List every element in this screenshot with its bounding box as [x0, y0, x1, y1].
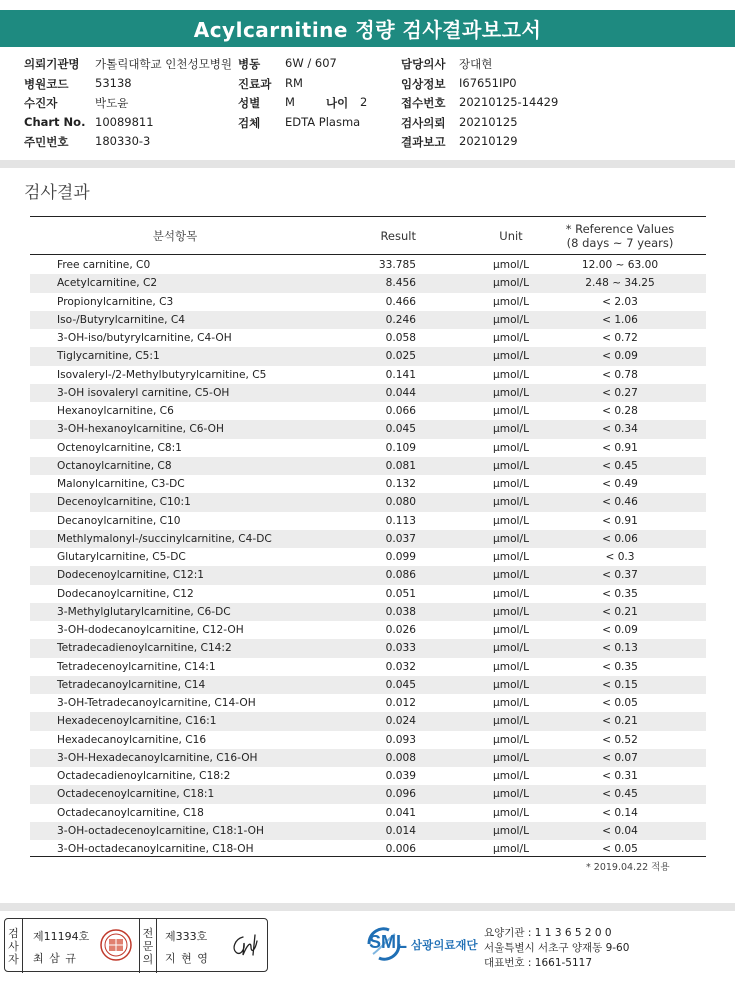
- analyte-name: Methlymalonyl-/succinylcarnitine, C4-DC: [57, 532, 272, 545]
- result-value: 0.096: [385, 788, 416, 801]
- unit-value: μmol/L: [493, 806, 529, 819]
- unit-value: μmol/L: [493, 496, 529, 509]
- result-value: 0.033: [385, 642, 416, 655]
- reference-value: < 0.04: [602, 824, 638, 837]
- reference-value: 2.48 ~ 34.25: [585, 277, 655, 290]
- analyte-name: Hexadecanoylcarnitine, C16: [57, 733, 207, 746]
- reference-value: < 0.91: [602, 514, 638, 527]
- header-unit: Unit: [499, 229, 523, 243]
- header-reference-line2: (8 days ~ 7 years): [566, 236, 674, 250]
- analyte-name: Decanoylcarnitine, C10: [57, 514, 181, 527]
- unit-value: μmol/L: [493, 478, 529, 490]
- label-hospital-code: 병원코드: [24, 77, 69, 91]
- reference-value: < 0.78: [602, 368, 638, 381]
- label-sex: 성별: [238, 96, 261, 110]
- value-chart-no: 10089811: [95, 115, 154, 129]
- table-row: [30, 603, 706, 621]
- unit-value: μmol/L: [493, 259, 529, 271]
- examiner-label: [5, 919, 23, 973]
- table-row: [30, 366, 706, 384]
- reference-value: 12.00 ~ 63.00: [581, 259, 659, 271]
- header-reference: [550, 218, 690, 254]
- reference-value: < 0.21: [602, 715, 638, 728]
- result-value: 8.456: [385, 277, 416, 290]
- table-row: [30, 384, 706, 402]
- unit-value: μmol/L: [493, 624, 529, 636]
- sml-logo-text: SML: [369, 932, 407, 952]
- examiner-label-text: 검 사 자: [8, 926, 19, 966]
- analyte-name: Decenoylcarnitine, C10:1: [57, 496, 191, 509]
- unit-value: μmol/L: [493, 405, 529, 417]
- analyte-name: Tetradecadienoylcarnitine, C14:2: [57, 642, 232, 655]
- result-value: 0.012: [385, 697, 416, 709]
- table-row: [30, 475, 706, 493]
- table-row: [30, 530, 706, 548]
- reference-value: < 0.35: [602, 660, 638, 673]
- result-value: 0.041: [385, 806, 416, 819]
- analyte-name: Dodecanoylcarnitine, C12: [57, 587, 194, 600]
- value-doctor: 장대현: [459, 57, 493, 71]
- result-value: 0.113: [385, 514, 416, 527]
- result-value: 0.038: [385, 605, 416, 618]
- table-row: [30, 585, 706, 603]
- result-value: 0.026: [385, 624, 416, 636]
- unit-value: μmol/L: [493, 642, 529, 655]
- reference-value: < 0.91: [602, 441, 638, 454]
- table-row: [30, 256, 706, 274]
- unit-value: μmol/L: [493, 751, 529, 764]
- result-value: 0.051: [385, 587, 416, 600]
- unit-value: μmol/L: [493, 459, 529, 472]
- table-row: [30, 749, 706, 767]
- value-resident-no: 180330-3: [95, 134, 151, 148]
- unit-value: μmol/L: [493, 295, 529, 308]
- table-row: [30, 347, 706, 365]
- specialist-label: [139, 919, 157, 973]
- result-value: 0.093: [385, 733, 416, 746]
- value-result-report: 20210129: [459, 134, 518, 148]
- table-row: [30, 457, 706, 475]
- unit-value: μmol/L: [493, 423, 529, 436]
- org-phone: 대표번호 : 1661-5117: [484, 957, 593, 969]
- label-specimen: 검체: [238, 116, 261, 130]
- result-value: 0.109: [385, 441, 416, 454]
- label-receipt-no: 접수번호: [401, 96, 446, 110]
- result-value: 0.037: [385, 532, 416, 545]
- examiner-name: 최 삼 규: [33, 952, 77, 965]
- result-value: 0.066: [385, 405, 416, 417]
- unit-value: μmol/L: [493, 824, 529, 837]
- org-name: 삼광의료재단: [411, 938, 478, 952]
- patient-info: [0, 52, 735, 158]
- unit-value: μmol/L: [493, 532, 529, 545]
- reference-value: < 0.06: [602, 532, 638, 545]
- unit-value: μmol/L: [493, 569, 529, 582]
- analyte-name: 3-Methylglutarylcarnitine, C6-DC: [57, 605, 231, 618]
- section-title: 검사결과: [24, 183, 90, 203]
- reference-value: < 0.07: [602, 751, 638, 764]
- unit-value: μmol/L: [493, 733, 529, 746]
- unit-value: μmol/L: [493, 514, 529, 527]
- result-value: 0.246: [385, 313, 416, 326]
- unit-value: μmol/L: [493, 678, 529, 691]
- result-value: 0.006: [385, 843, 416, 855]
- value-receipt-no: 20210125-14429: [459, 95, 559, 109]
- result-value: 0.080: [385, 496, 416, 509]
- examiner-license-no: 제11194호: [33, 930, 90, 943]
- reference-value: < 0.37: [602, 569, 638, 582]
- unit-value: μmol/L: [493, 313, 529, 326]
- reference-value: < 0.45: [602, 788, 638, 801]
- unit-value: μmol/L: [493, 332, 529, 344]
- label-age: 나이: [326, 96, 349, 110]
- unit-value: μmol/L: [493, 605, 529, 618]
- org-code: 요양기관 : 1 1 3 6 5 2 0 0: [484, 927, 612, 939]
- result-value: 0.045: [385, 678, 416, 691]
- table-header: [30, 218, 706, 254]
- result-value: 0.132: [385, 478, 416, 490]
- reference-value: < 2.03: [602, 295, 638, 308]
- table-row: [30, 639, 706, 657]
- reference-value: < 0.72: [602, 332, 638, 344]
- value-ward: 6W / 607: [285, 56, 337, 70]
- reference-value: < 0.49: [602, 478, 638, 490]
- reference-value: < 0.27: [602, 386, 638, 399]
- analyte-name: 3-OH-dodecanoylcarnitine, C12-OH: [57, 624, 244, 636]
- value-clinical-info: I67651IP0: [459, 76, 517, 90]
- analyte-name: Octanoylcarnitine, C8: [57, 459, 172, 472]
- unit-value: μmol/L: [493, 386, 529, 399]
- unit-value: μmol/L: [493, 843, 529, 855]
- label-test-request: 검사의뢰: [401, 116, 446, 130]
- result-value: 33.785: [378, 259, 416, 271]
- label-resident-no: 주민번호: [24, 135, 69, 149]
- table-top-rule: [30, 216, 706, 217]
- analyte-name: Octadecenoylcarnitine, C18:1: [57, 788, 215, 801]
- table-row: [30, 329, 706, 347]
- analyte-name: Octadecadienoylcarnitine, C18:2: [57, 770, 231, 782]
- table-row: [30, 676, 706, 694]
- result-value: 0.008: [385, 751, 416, 764]
- reference-value: < 0.09: [602, 350, 638, 363]
- reference-value: < 0.14: [602, 806, 638, 819]
- analyte-name: Tiglycarnitine, C5:1: [57, 350, 160, 363]
- result-value: 0.025: [385, 350, 416, 363]
- table-row: [30, 566, 706, 584]
- analyte-name: Octadecanoylcarnitine, C18: [57, 806, 204, 819]
- label-chart-no: Chart No.: [24, 115, 86, 129]
- reference-value: < 0.28: [602, 405, 638, 417]
- result-value: 0.045: [385, 423, 416, 436]
- value-age: 2: [360, 95, 368, 109]
- unit-value: μmol/L: [493, 660, 529, 673]
- result-value: 0.058: [385, 332, 416, 344]
- label-patient-name: 수진자: [24, 96, 58, 110]
- label-department: 진료과: [238, 77, 272, 91]
- table-row: [30, 420, 706, 438]
- header-result: Result: [380, 229, 416, 243]
- table-row: [30, 767, 706, 785]
- table-row: [30, 712, 706, 730]
- table-row: [30, 311, 706, 329]
- header-item: 분석항목: [152, 229, 198, 243]
- reference-value: < 1.06: [602, 313, 638, 326]
- result-value: 0.032: [385, 660, 416, 673]
- label-ward: 병동: [238, 57, 261, 71]
- reference-value: < 0.05: [602, 843, 638, 855]
- table-bottom-rule: [30, 856, 706, 857]
- analyte-name: Glutarylcarnitine, C5-DC: [57, 551, 186, 563]
- reference-value: < 0.15: [602, 678, 638, 691]
- result-value: 0.024: [385, 715, 416, 728]
- analyte-name: Acetylcarnitine, C2: [57, 277, 158, 290]
- result-value: 0.086: [385, 569, 416, 582]
- reference-value: < 0.31: [602, 770, 638, 782]
- reference-value: < 0.09: [602, 624, 638, 636]
- report-title: Acylcarnitine 정량 검사결과보고서: [0, 10, 735, 47]
- label-clinical-info: 임상정보: [401, 77, 446, 91]
- result-value: 0.081: [385, 459, 416, 472]
- analyte-name: Hexanoylcarnitine, C6: [57, 405, 174, 417]
- analyte-name: Propionylcarnitine, C3: [57, 295, 174, 308]
- table-row: [30, 621, 706, 639]
- result-value: 0.466: [385, 295, 416, 308]
- reference-value: < 0.52: [602, 733, 638, 746]
- sml-logo: [365, 924, 477, 968]
- unit-value: μmol/L: [493, 697, 529, 709]
- result-value: 0.014: [385, 824, 416, 837]
- footnote: * 2019.04.22 적용: [586, 862, 670, 873]
- table-row: [30, 493, 706, 511]
- unit-value: μmol/L: [493, 277, 529, 290]
- label-result-report: 결과보고: [401, 135, 446, 149]
- unit-value: μmol/L: [493, 587, 529, 600]
- table-row: [30, 402, 706, 420]
- value-specimen: EDTA Plasma: [285, 115, 361, 129]
- specialist-license-no: 제333호: [165, 930, 208, 943]
- label-requesting-org: 의뢰기관명: [24, 57, 80, 71]
- analyte-name: 3-OH-hexanoylcarnitine, C6-OH: [57, 423, 224, 436]
- analyte-name: Hexadecenoylcarnitine, C16:1: [57, 715, 217, 728]
- org-info: [484, 926, 629, 971]
- table-row: [30, 694, 706, 712]
- examiner-seal-icon: [99, 928, 133, 962]
- reference-value: < 0.46: [602, 496, 638, 509]
- table-row: [30, 804, 706, 822]
- signature-box: [4, 918, 268, 972]
- divider-bottom: [0, 903, 735, 911]
- table-body: [30, 256, 706, 858]
- reference-value: < 0.05: [602, 697, 638, 709]
- reference-value: < 0.34: [602, 423, 638, 436]
- result-value: 0.039: [385, 770, 416, 782]
- analyte-name: 3-OH-iso/butyrylcarnitine, C4-OH: [57, 332, 232, 344]
- value-requesting-org: 가톨릭대학교 인천성모병원: [95, 57, 232, 71]
- reference-value: < 0.13: [602, 642, 638, 655]
- analyte-name: Tetradecenoylcarnitine, C14:1: [57, 660, 216, 673]
- result-value: 0.099: [385, 551, 416, 563]
- value-patient-name: 박도윤: [95, 96, 129, 110]
- reference-value: < 0.45: [602, 459, 638, 472]
- unit-value: μmol/L: [493, 551, 529, 563]
- unit-value: μmol/L: [493, 350, 529, 363]
- analyte-name: Octenoylcarnitine, C8:1: [57, 441, 182, 454]
- value-department: RM: [285, 76, 303, 90]
- signature-icon: [229, 931, 263, 961]
- unit-value: μmol/L: [493, 715, 529, 728]
- analyte-name: 3-OH-Tetradecanoylcarnitine, C14-OH: [57, 697, 256, 709]
- analyte-name: Iso-/Butyrylcarnitine, C4: [57, 313, 186, 326]
- table-row: [30, 658, 706, 676]
- analyte-name: 3-OH isovaleryl carnitine, C5-OH: [57, 386, 230, 399]
- unit-value: μmol/L: [493, 788, 529, 801]
- analyte-name: Isovaleryl-/2-Methylbutyrylcarnitine, C5: [57, 368, 267, 381]
- header-reference-line1: * Reference Values: [565, 222, 675, 236]
- unit-value: μmol/L: [493, 441, 529, 454]
- value-sex: M: [285, 95, 295, 109]
- divider-top: [0, 160, 735, 168]
- analyte-name: Tetradecanoylcarnitine, C14: [57, 678, 206, 691]
- unit-value: μmol/L: [493, 770, 529, 782]
- analyte-name: Free carnitine, C0: [57, 259, 151, 271]
- specialist-name: 지 현 영: [165, 952, 209, 965]
- analyte-name: Dodecenoylcarnitine, C12:1: [57, 569, 205, 582]
- analyte-name: Malonylcarnitine, C3-DC: [57, 478, 185, 490]
- table-row: [30, 439, 706, 457]
- table-row: [30, 274, 706, 292]
- result-value: 0.141: [385, 368, 416, 381]
- table-row: [30, 293, 706, 311]
- org-address: 서울특별시 서초구 양재동 9-60: [484, 942, 630, 954]
- analyte-name: 3-OH-octadecanoylcarnitine, C18-OH: [57, 843, 254, 855]
- table-row: [30, 548, 706, 566]
- table-row: [30, 512, 706, 530]
- value-hospital-code: 53138: [95, 76, 132, 90]
- label-doctor: 담당의사: [401, 57, 446, 71]
- table-row: [30, 731, 706, 749]
- reference-value: < 0.35: [602, 587, 638, 600]
- value-test-request: 20210125: [459, 115, 518, 129]
- specialist-label-text: 전 문 의: [142, 926, 154, 966]
- table-row: [30, 785, 706, 803]
- table-row: [30, 822, 706, 840]
- reference-value: < 0.21: [602, 605, 638, 618]
- reference-value: < 0.3: [605, 551, 635, 563]
- result-value: 0.044: [385, 386, 416, 399]
- analyte-name: 3-OH-Hexadecanoylcarnitine, C16-OH: [57, 751, 258, 764]
- table-header-rule: [30, 254, 706, 255]
- analyte-name: 3-OH-octadecenoylcarnitine, C18:1-OH: [57, 824, 264, 837]
- unit-value: μmol/L: [493, 368, 529, 381]
